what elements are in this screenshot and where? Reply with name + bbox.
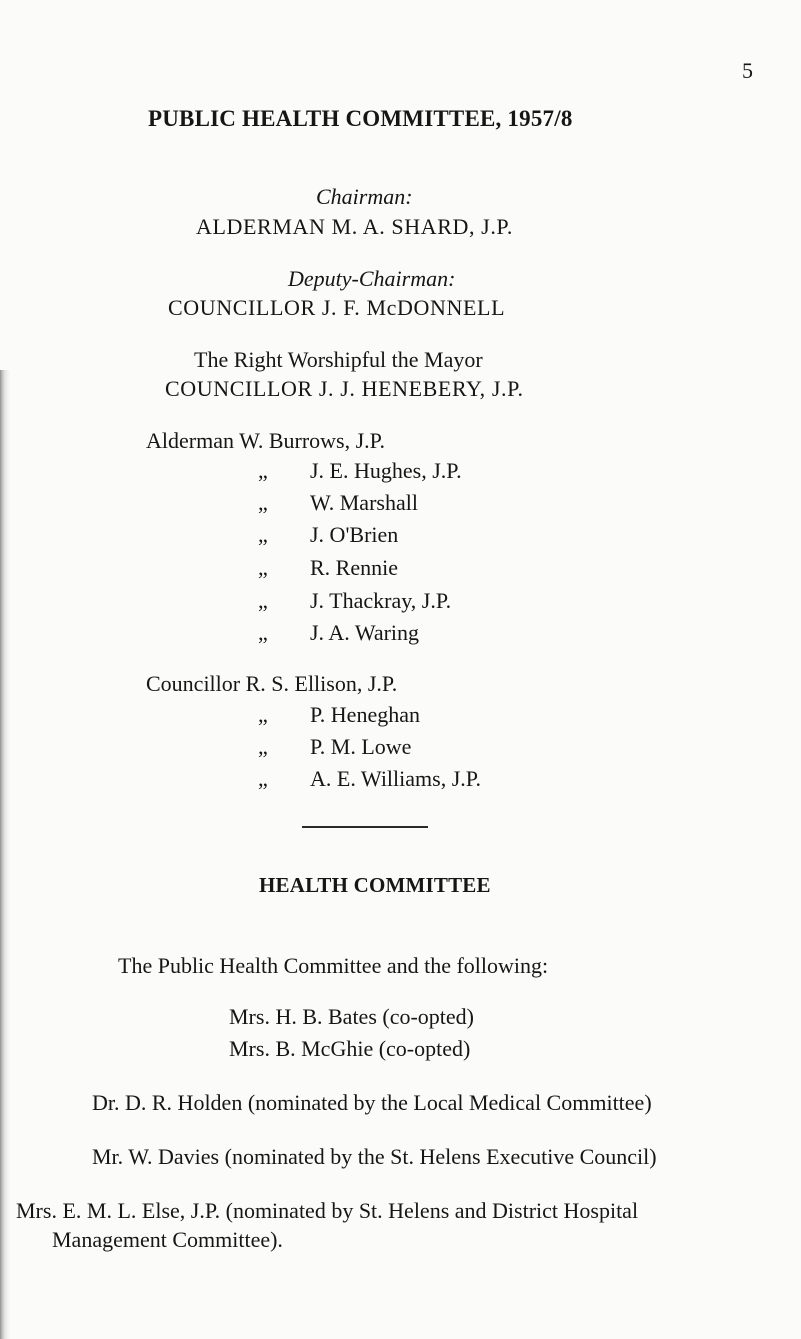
deputy-chairman-role: Deputy-Chairman: [288, 266, 456, 291]
section-heading: HEALTH COMMITTEE [259, 873, 491, 897]
ditto-mark: „ [258, 766, 268, 791]
ditto-mark: „ [258, 490, 268, 515]
page-number: 5 [742, 58, 753, 83]
councillor-member: P. M. Lowe [310, 734, 412, 759]
chairman-name: ALDERMAN M. A. SHARD, J.P. [196, 214, 513, 239]
ditto-mark: „ [258, 458, 268, 483]
nominated-member-line: Mrs. E. M. L. Else, J.P. (nominated by St. Helens and District Hospital [16, 1198, 639, 1223]
section-divider [302, 826, 428, 828]
nominated-member-line: Management Committee). [52, 1227, 283, 1252]
mayor-name: COUNCILLOR J. J. HENEBERY, J.P. [165, 376, 524, 401]
page-edge-shadow [0, 370, 10, 1339]
ditto-mark: „ [258, 588, 268, 613]
alderman-member: J. E. Hughes, J.P. [310, 458, 462, 483]
alderman-member: W. Marshall [310, 490, 418, 515]
nominated-member: Mr. W. Davies (nominated by the St. Helens Executive Council) [92, 1144, 657, 1169]
ditto-mark: „ [258, 734, 268, 759]
councillor-lead: Councillor R. S. Ellison, J.P. [146, 671, 398, 696]
alderman-member: R. Rennie [310, 555, 398, 580]
committee-intro: The Public Health Committee and the following: [118, 953, 549, 978]
page-title: PUBLIC HEALTH COMMITTEE, 1957/8 [148, 106, 573, 131]
ditto-mark: „ [258, 522, 268, 547]
nominated-member: Dr. D. R. Holden (nominated by the Local Medical Committee) [92, 1090, 652, 1115]
councillor-member: P. Heneghan [310, 702, 420, 727]
coopted-member: Mrs. B. McGhie (co-opted) [229, 1036, 471, 1061]
alderman-lead: Alderman W. Burrows, J.P. [146, 428, 385, 453]
alderman-member: J. Thackray, J.P. [310, 588, 452, 613]
councillor-member: A. E. Williams, J.P. [310, 766, 482, 791]
mayor-title: The Right Worshipful the Mayor [194, 347, 483, 372]
deputy-chairman-name: COUNCILLOR J. F. McDONNELL [168, 295, 506, 320]
chairman-role: Chairman: [316, 184, 413, 209]
coopted-member: Mrs. H. B. Bates (co-opted) [229, 1004, 475, 1029]
alderman-member: J. A. Waring [310, 620, 420, 645]
alderman-member: J. O'Brien [310, 522, 399, 547]
ditto-mark: „ [258, 702, 268, 727]
ditto-mark: „ [258, 620, 268, 645]
ditto-mark: „ [258, 555, 268, 580]
